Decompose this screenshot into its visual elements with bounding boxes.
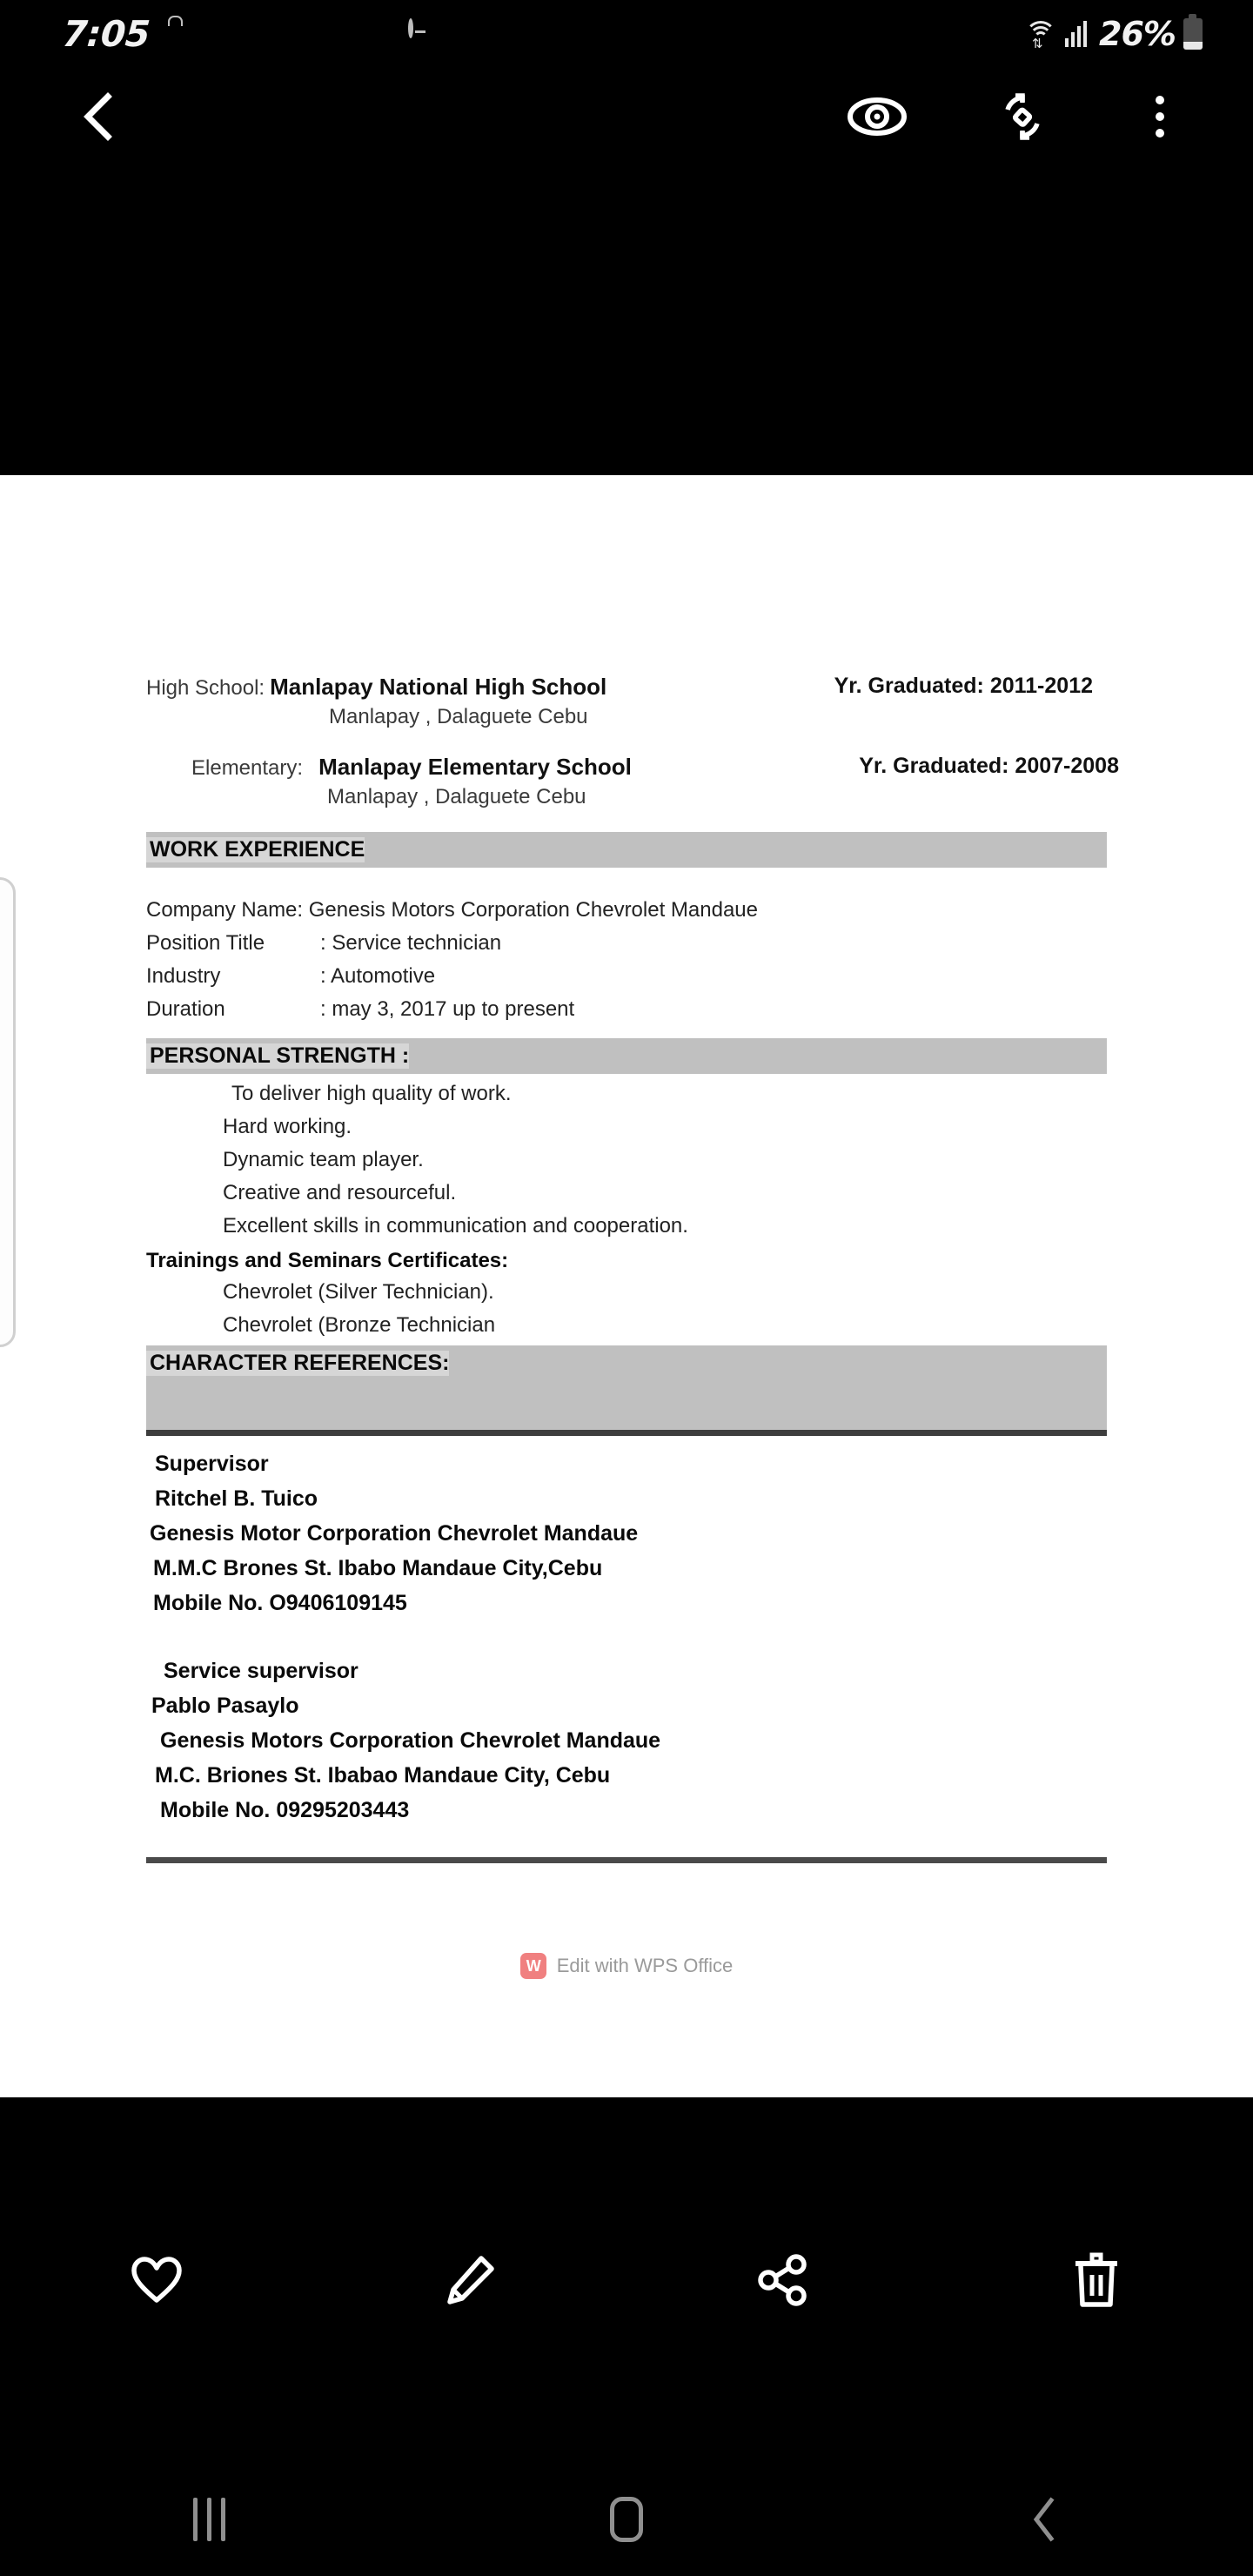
action-bar xyxy=(0,2097,1253,2463)
app-bar xyxy=(0,68,1253,164)
status-bar-right xyxy=(1024,15,1203,53)
work-experience-details xyxy=(146,894,1112,1026)
view-button[interactable] xyxy=(835,75,919,158)
personal-strength-list xyxy=(146,1077,1112,1243)
reference-entry xyxy=(146,1446,1112,1620)
trainings-heading: Trainings and Seminars Certificates: xyxy=(146,1249,509,1272)
previous-page-edge[interactable] xyxy=(0,877,16,1347)
cellular-signal-icon xyxy=(1065,21,1091,47)
character-references-heading xyxy=(146,1345,1107,1436)
wps-logo-icon: W xyxy=(520,1953,546,1979)
personal-strength-heading-text: PERSONAL STRENGTH : xyxy=(146,1043,409,1069)
education-row xyxy=(146,754,1119,781)
recents-icon xyxy=(193,2498,225,2541)
pencil-icon xyxy=(443,2253,497,2307)
education-year-graduated: Yr. Graduated: 2011-2012 xyxy=(834,674,1093,698)
edit-button[interactable] xyxy=(313,2210,626,2350)
battery-icon xyxy=(1183,18,1203,50)
rotate-icon xyxy=(996,91,1049,143)
duration-row xyxy=(146,993,1112,1026)
wps-office-watermark[interactable] xyxy=(0,1953,1253,1979)
more-vertical-icon xyxy=(1156,96,1164,138)
company-name-row: Company Name: Genesis Motors Corporation Chevrolet Mandaue xyxy=(146,898,758,922)
battery-percentage: 26% xyxy=(1099,15,1176,53)
do-not-disturb-icon xyxy=(406,19,436,49)
document-divider xyxy=(146,1857,1107,1863)
delete-button[interactable] xyxy=(940,2210,1253,2350)
more-options-button[interactable] xyxy=(1118,75,1202,158)
shopee-icon xyxy=(161,19,191,49)
reference-name: Pablo Pasaylo xyxy=(151,1694,299,1718)
reference-entry xyxy=(146,1654,1112,1828)
youtube-icon xyxy=(243,19,272,49)
education-address: Manlapay , Dalaguete Cebu xyxy=(329,705,588,728)
trash-icon xyxy=(1071,2252,1122,2308)
duration-value: : may 3, 2017 up to present xyxy=(320,997,575,1021)
position-title-value: : Service technician xyxy=(320,931,502,955)
youtube-icon xyxy=(202,19,231,49)
list-item: Creative and resourceful. xyxy=(223,1181,457,1204)
chevron-left-icon xyxy=(79,91,119,143)
list-item: Chevrolet (Bronze Technician xyxy=(223,1313,496,1337)
system-navigation-bar xyxy=(0,2463,1253,2576)
work-experience-heading-text: WORK EXPERIENCE xyxy=(146,837,365,862)
share-icon xyxy=(756,2253,810,2307)
reference-address: M.M.C Brones St. Ibabo Mandaue City,Cebu xyxy=(153,1556,603,1580)
favorite-button[interactable] xyxy=(0,2210,313,2350)
education-label: High School: xyxy=(146,676,265,700)
wps-watermark-label: Edit with WPS Office xyxy=(556,1955,734,1976)
rotate-screen-button[interactable] xyxy=(981,75,1064,158)
industry-key: Industry xyxy=(146,964,221,988)
home-button[interactable] xyxy=(418,2497,835,2542)
messenger-icon xyxy=(284,19,313,49)
nav-back-button[interactable] xyxy=(835,2496,1253,2543)
reference-company: Genesis Motor Corporation Chevrolet Mandaue xyxy=(150,1521,639,1546)
education-school-name: Manlapay National High School xyxy=(270,674,607,700)
heart-icon xyxy=(130,2255,184,2305)
list-item: Chevrolet (Silver Technician). xyxy=(223,1280,494,1304)
education-school-name: Manlapay Elementary School xyxy=(318,754,632,780)
list-item: Excellent skills in communication and cooperation. xyxy=(223,1214,688,1238)
share-button[interactable] xyxy=(626,2210,940,2350)
home-icon xyxy=(610,2497,643,2542)
status-bar-left xyxy=(63,13,436,55)
personal-strength-heading xyxy=(146,1038,1107,1074)
list-item: Hard working. xyxy=(223,1115,352,1138)
duration-key: Duration xyxy=(146,997,225,1021)
industry-value: : Automotive xyxy=(320,964,436,988)
chevron-left-icon xyxy=(1029,2496,1060,2543)
back-button[interactable] xyxy=(57,75,141,158)
education-label: Elementary: xyxy=(191,756,304,780)
reference-role: Service supervisor xyxy=(164,1659,358,1683)
education-row xyxy=(146,674,1112,701)
reference-address: M.C. Briones St. Ibabao Mandaue City, Cebu xyxy=(155,1763,611,1788)
messenger-icon xyxy=(325,19,354,49)
work-experience-heading xyxy=(146,832,1107,868)
reference-company: Genesis Motors Corporation Chevrolet Mandaue xyxy=(160,1728,661,1753)
industry-row xyxy=(146,960,1112,993)
status-clock: 7:05 xyxy=(61,13,151,55)
reference-role: Supervisor xyxy=(155,1452,269,1476)
trainings-list xyxy=(146,1276,1112,1342)
education-address: Manlapay , Dalaguete Cebu xyxy=(327,785,586,808)
recents-button[interactable] xyxy=(0,2498,418,2541)
status-bar xyxy=(0,0,1253,68)
document-content xyxy=(146,475,1119,1863)
education-year-graduated: Yr. Graduated: 2007-2008 xyxy=(859,754,1119,778)
position-title-row xyxy=(146,927,1112,960)
education-section xyxy=(146,674,1112,729)
education-section xyxy=(146,754,1119,809)
wifi-icon: ⇅ xyxy=(1024,19,1057,49)
reference-name: Ritchel B. Tuico xyxy=(155,1486,318,1511)
reference-mobile: Mobile No. 09295203443 xyxy=(160,1798,410,1822)
gallery-icon xyxy=(365,19,395,49)
list-item: Dynamic team player. xyxy=(223,1148,424,1171)
eye-icon xyxy=(846,95,908,138)
reference-mobile: Mobile No. O9406109145 xyxy=(153,1591,407,1615)
document-page[interactable] xyxy=(0,475,1253,2097)
position-title-key: Position Title xyxy=(146,931,265,955)
character-references-heading-text: CHARACTER REFERENCES: xyxy=(146,1351,449,1376)
list-item: To deliver high quality of work. xyxy=(231,1082,512,1105)
